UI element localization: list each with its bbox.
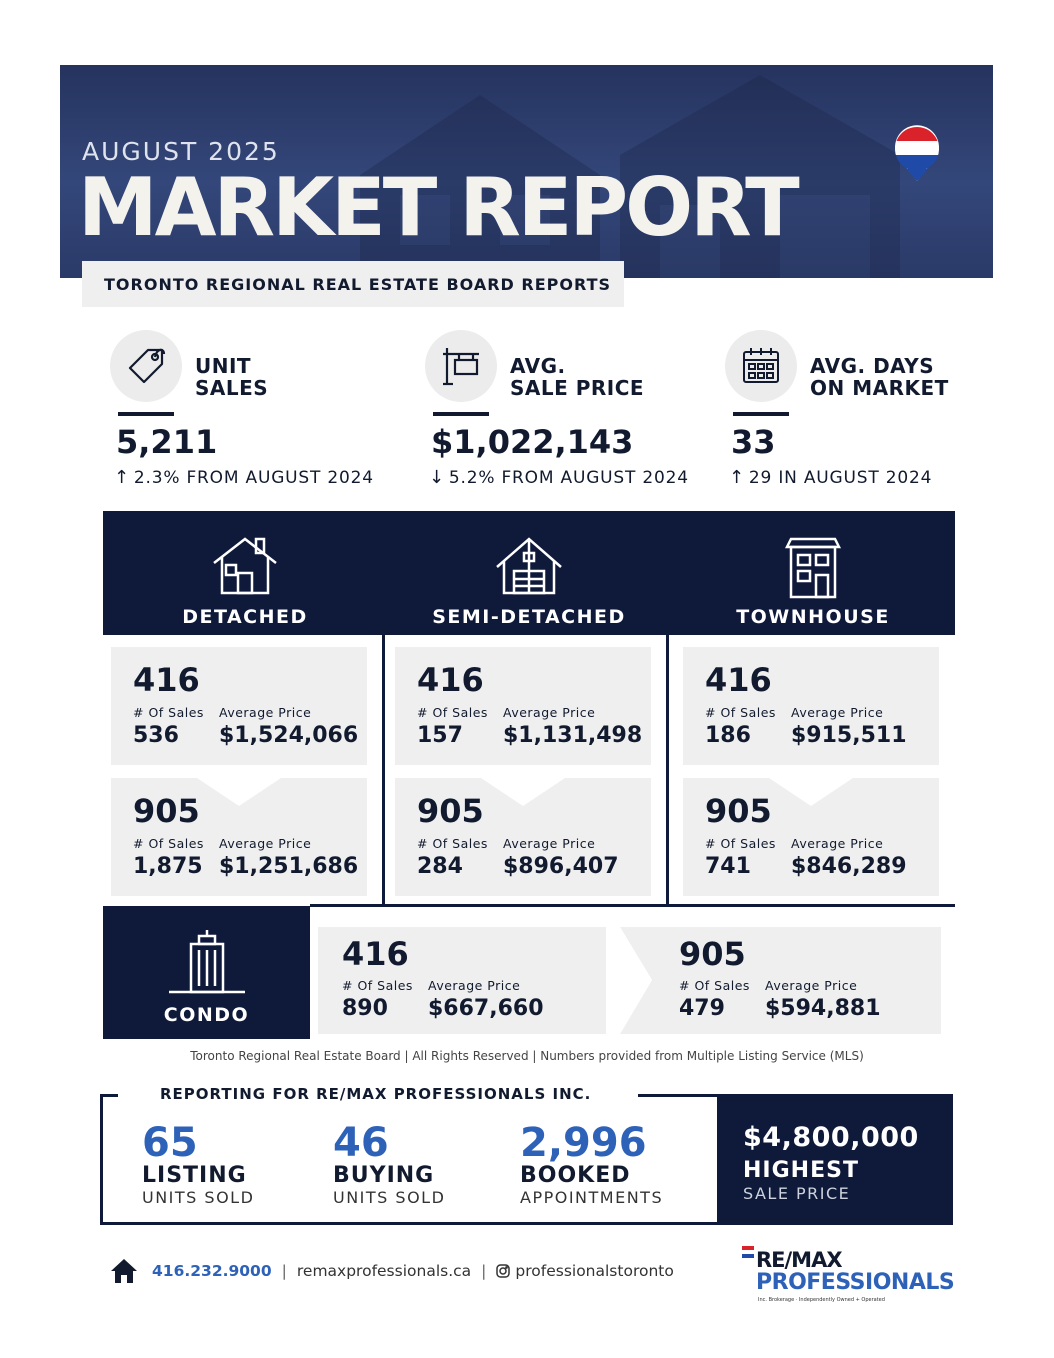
logo-remax-text: RE/MAX xyxy=(756,1248,842,1272)
remax-balloon-small-icon xyxy=(742,1246,754,1260)
sales-label: # Of Sales xyxy=(342,978,413,993)
logo-fineprint: Inc. Brokerage · Independently Owned + Operated xyxy=(758,1297,885,1303)
type-name: TOWNHOUSE xyxy=(736,606,890,628)
sales-value: 741 xyxy=(705,854,751,879)
sales-value: 536 xyxy=(133,723,179,748)
phone-link[interactable]: 416.232.9000 xyxy=(152,1262,272,1280)
arrow-up-icon: ↑ xyxy=(729,467,745,488)
instagram-link[interactable]: professionalstoronto xyxy=(515,1262,674,1280)
sales-value: 284 xyxy=(417,854,463,879)
price-tag-icon xyxy=(124,344,168,388)
report-month: AUGUST 2025 xyxy=(82,137,280,166)
area-code: 416 xyxy=(342,935,409,973)
rep-listing-units xyxy=(142,1122,254,1208)
avg-price-value: $594,881 xyxy=(765,996,881,1021)
sales-label: # Of Sales xyxy=(133,705,204,720)
calendar-icon xyxy=(739,344,783,388)
website-link[interactable]: remaxprofessionals.ca xyxy=(296,1262,472,1280)
logo-professionals-text: PROFESSIONALS xyxy=(756,1270,955,1295)
avg-price-label: Average Price xyxy=(219,705,312,720)
type-name: DETACHED xyxy=(182,606,308,628)
avg-price-label: Average Price xyxy=(503,836,596,851)
chevron-right-icon xyxy=(606,927,652,1034)
avg-price-label: Average Price xyxy=(503,705,596,720)
type-condo xyxy=(103,906,310,1039)
rep-number: 2,996 xyxy=(520,1120,647,1166)
stat-icon-circle xyxy=(110,330,182,402)
avg-price-value: $667,660 xyxy=(428,996,544,1021)
separator: | xyxy=(481,1262,487,1280)
highest-sublabel: SALE PRICE xyxy=(743,1184,851,1203)
avg-price-label: Average Price xyxy=(765,978,858,993)
card-detached-416 xyxy=(111,647,367,765)
stat-icon-circle xyxy=(425,330,497,402)
avg-price-label: Average Price xyxy=(219,836,312,851)
type-semi-detached xyxy=(387,511,671,635)
arrow-down-icon: ↓ xyxy=(429,467,445,488)
reporting-title: REPORTING FOR RE/MAX PROFESSIONALS INC. xyxy=(156,1085,595,1103)
highest-price-value: $4,800,000 xyxy=(743,1122,919,1153)
stat-label: AVG. DAYS ON MARKET xyxy=(810,354,949,400)
sales-value: 890 xyxy=(342,996,388,1021)
area-code: 416 xyxy=(417,661,484,699)
stat-change: ↓ 5.2% FROM AUGUST 2024 xyxy=(429,467,689,488)
stat-value: 5,211 xyxy=(116,423,218,461)
card-condo-416 xyxy=(318,927,606,1034)
header-banner xyxy=(60,65,993,278)
footer-contact xyxy=(110,1256,674,1286)
area-code: 905 xyxy=(705,792,772,830)
card-notch xyxy=(481,778,565,806)
avg-price-value: $846,289 xyxy=(791,854,907,879)
stat-icon-circle xyxy=(725,330,797,402)
grid-divider xyxy=(310,904,955,907)
townhouse-icon xyxy=(783,535,843,601)
area-code: 905 xyxy=(679,935,746,973)
source-footnote: Toronto Regional Real Estate Board | All Rights Reserved | Numbers provided from Multiple Listing Service (MLS) xyxy=(190,1049,864,1063)
remax-professionals-logo xyxy=(742,1246,955,1308)
card-semi-416 xyxy=(395,647,651,765)
avg-price-label: Average Price xyxy=(791,705,884,720)
stat-label: UNIT SALES xyxy=(195,354,269,400)
type-name: CONDO xyxy=(163,1004,250,1026)
rep-booked-appointments xyxy=(520,1122,663,1208)
rep-label: BUYING xyxy=(333,1163,435,1188)
rep-sublabel: UNITS SOLD xyxy=(142,1188,255,1207)
avg-price-value: $915,511 xyxy=(791,723,907,748)
highest-sale-price-box xyxy=(717,1094,953,1225)
area-code: 905 xyxy=(417,792,484,830)
rep-number: 65 xyxy=(142,1120,198,1166)
sales-label: # Of Sales xyxy=(679,978,750,993)
card-condo-905 xyxy=(620,927,941,1034)
property-types-header xyxy=(103,511,955,635)
highest-label: HIGHEST xyxy=(743,1158,859,1183)
sales-label: # Of Sales xyxy=(417,705,488,720)
home-icon xyxy=(110,1258,138,1284)
stat-divider xyxy=(733,412,789,416)
rep-label: BOOKED xyxy=(520,1163,631,1188)
rep-sublabel: APPOINTMENTS xyxy=(520,1188,664,1207)
instagram-icon xyxy=(496,1264,510,1278)
subtitle-box xyxy=(82,261,624,307)
rep-label: LISTING xyxy=(142,1163,247,1188)
condo-building-icon xyxy=(167,930,247,996)
sales-value: 186 xyxy=(705,723,751,748)
sales-value: 479 xyxy=(679,996,725,1021)
remax-balloon-icon xyxy=(892,125,942,183)
stat-value: $1,022,143 xyxy=(431,423,634,461)
page-title: MARKET REPORT xyxy=(78,161,797,254)
avg-price-value: $896,407 xyxy=(503,854,619,879)
card-notch xyxy=(197,778,281,806)
for-sale-sign-icon xyxy=(439,344,483,388)
area-code: 905 xyxy=(133,792,200,830)
stat-divider xyxy=(433,412,489,416)
rep-sublabel: UNITS SOLD xyxy=(333,1188,446,1207)
stat-value: 33 xyxy=(731,423,776,461)
avg-price-value: $1,131,498 xyxy=(503,723,643,748)
sales-label: # Of Sales xyxy=(417,836,488,851)
avg-price-label: Average Price xyxy=(428,978,521,993)
sales-label: # Of Sales xyxy=(705,836,776,851)
sales-value: 1,875 xyxy=(133,854,203,879)
type-detached xyxy=(103,511,387,635)
area-code: 416 xyxy=(133,661,200,699)
card-townhouse-416 xyxy=(683,647,939,765)
area-code: 416 xyxy=(705,661,772,699)
avg-price-value: $1,524,066 xyxy=(219,723,359,748)
sales-value: 157 xyxy=(417,723,463,748)
page-subtitle: TORONTO REGIONAL REAL ESTATE BOARD REPORTS xyxy=(104,274,612,294)
avg-price-value: $1,251,686 xyxy=(219,854,359,879)
stat-change: ↑ 2.3% FROM AUGUST 2024 xyxy=(114,467,374,488)
arrow-up-icon: ↑ xyxy=(114,467,130,488)
stat-change: ↑ 29 IN AUGUST 2024 xyxy=(729,467,933,488)
avg-price-label: Average Price xyxy=(791,836,884,851)
stat-divider xyxy=(118,412,174,416)
sales-label: # Of Sales xyxy=(133,836,204,851)
grid-divider xyxy=(382,635,385,906)
detached-house-icon xyxy=(210,535,280,597)
card-notch xyxy=(769,778,853,806)
sales-label: # Of Sales xyxy=(705,705,776,720)
type-name: SEMI-DETACHED xyxy=(432,606,626,628)
rep-number: 46 xyxy=(333,1120,389,1166)
type-townhouse xyxy=(671,511,955,635)
semi-detached-house-icon xyxy=(494,535,564,597)
rep-buying-units xyxy=(333,1122,445,1208)
grid-divider xyxy=(666,635,669,906)
stat-label: AVG. SALE PRICE xyxy=(510,354,645,400)
separator: | xyxy=(281,1262,287,1280)
